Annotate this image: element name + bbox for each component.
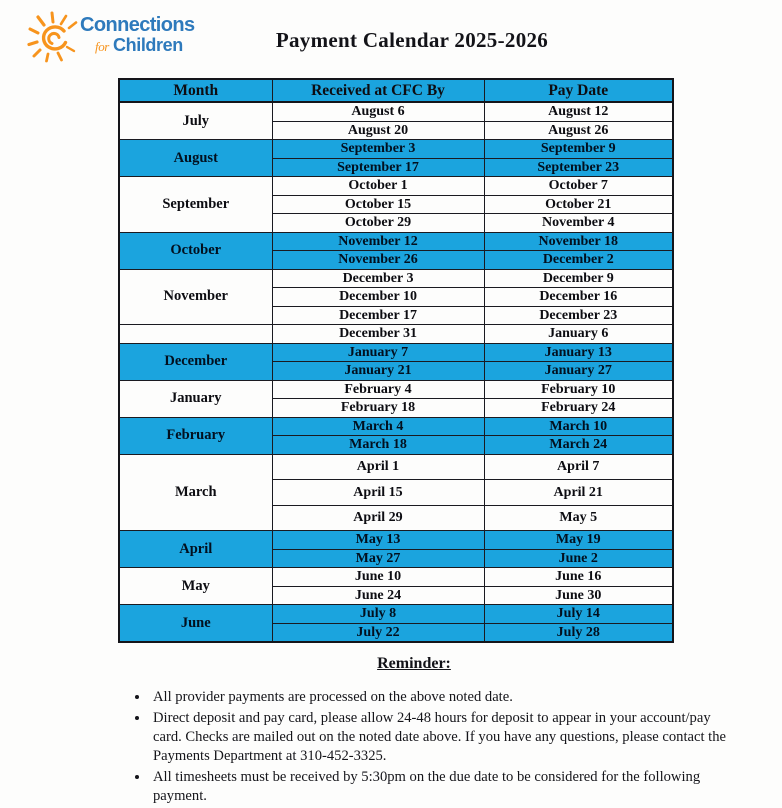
- table-row: [119, 568, 673, 587]
- month-cell: April: [119, 531, 272, 568]
- month-column-header: Month: [119, 79, 272, 102]
- table-header-row: [119, 79, 673, 102]
- month-cell: November: [119, 269, 272, 325]
- month-cell: December: [119, 343, 272, 380]
- table-row: [119, 531, 673, 550]
- reminder-item: • All timesheets must be received by 5:30pm on the due date to be considered for the following payment.: [150, 768, 726, 806]
- received-date-cell: July 22: [272, 623, 484, 642]
- received-date-cell: November 26: [272, 251, 484, 270]
- received-date-cell: February 4: [272, 380, 484, 399]
- logo-word-children: Children: [113, 35, 183, 55]
- pay-date-cell: December 9: [484, 269, 673, 288]
- reminder-item: • All provider payments are processed on the above noted date.: [150, 688, 726, 707]
- month-cell: [119, 325, 272, 344]
- received-date-cell: December 3: [272, 269, 484, 288]
- received-date-cell: June 24: [272, 586, 484, 605]
- received-date-cell: September 17: [272, 158, 484, 177]
- pay-date-cell: April 21: [484, 480, 673, 506]
- pay-date-cell: August 12: [484, 102, 673, 121]
- pay-date-cell: November 4: [484, 214, 673, 233]
- table-row: [119, 269, 673, 288]
- received-date-cell: March 18: [272, 436, 484, 455]
- received-date-cell: April 29: [272, 505, 484, 531]
- pay-date-cell: February 10: [484, 380, 673, 399]
- received-date-cell: December 17: [272, 306, 484, 325]
- received-column-header: Received at CFC By: [272, 79, 484, 102]
- pay-date-cell: December 16: [484, 288, 673, 307]
- received-date-cell: October 15: [272, 195, 484, 214]
- received-date-cell: July 8: [272, 605, 484, 624]
- reminder-list: [122, 688, 726, 808]
- table-row: [119, 417, 673, 436]
- reminder-item: • Direct deposit and pay card, please allow 24-48 hours for deposit to appear in your account/pay card. Checks are mailed out on the noted date above. If you have any questions, please contact the Payments Department at 310-452-3325.: [150, 709, 726, 766]
- table-row: [119, 454, 673, 480]
- table-row: [119, 232, 673, 251]
- logo-word-connections: Connections: [80, 14, 195, 36]
- page-title: Payment Calendar 2025-2026: [275, 28, 549, 52]
- received-date-cell: December 31: [272, 325, 484, 344]
- month-cell: January: [119, 380, 272, 417]
- month-cell: June: [119, 605, 272, 643]
- received-date-cell: January 21: [272, 362, 484, 381]
- pay-date-cell: October 7: [484, 177, 673, 196]
- pay-date-cell: July 28: [484, 623, 673, 642]
- received-date-cell: August 6: [272, 102, 484, 121]
- received-date-cell: January 7: [272, 343, 484, 362]
- received-date-cell: October 29: [272, 214, 484, 233]
- month-cell: February: [119, 417, 272, 454]
- received-date-cell: September 3: [272, 140, 484, 159]
- received-date-cell: March 4: [272, 417, 484, 436]
- month-cell: March: [119, 454, 272, 531]
- received-date-cell: April 15: [272, 480, 484, 506]
- table-row: [119, 140, 673, 159]
- pay-date-cell: September 9: [484, 140, 673, 159]
- pay-date-cell: December 2: [484, 251, 673, 270]
- pay-date-cell: August 26: [484, 121, 673, 140]
- reminder-heading: Reminder:: [377, 655, 451, 672]
- pay-date-cell: December 23: [484, 306, 673, 325]
- pay-date-cell: May 19: [484, 531, 673, 550]
- received-date-cell: May 27: [272, 549, 484, 568]
- received-date-cell: October 1: [272, 177, 484, 196]
- pay-date-cell: April 7: [484, 454, 673, 480]
- received-date-cell: February 18: [272, 399, 484, 418]
- table-row: [119, 605, 673, 624]
- pay-date-cell: March 24: [484, 436, 673, 455]
- table-row: [119, 177, 673, 196]
- logo-word-for: for: [95, 39, 109, 54]
- pay-date-cell: September 23: [484, 158, 673, 177]
- received-date-cell: June 10: [272, 568, 484, 587]
- payment-calendar-table: [118, 78, 674, 643]
- payment-table-body: [119, 102, 673, 642]
- pay-date-cell: January 13: [484, 343, 673, 362]
- table-row: [119, 102, 673, 121]
- month-cell: September: [119, 177, 272, 233]
- month-cell: May: [119, 568, 272, 605]
- pay-date-cell: June 16: [484, 568, 673, 587]
- pay-date-cell: November 18: [484, 232, 673, 251]
- pay-date-cell: October 21: [484, 195, 673, 214]
- pay-date-cell: June 2: [484, 549, 673, 568]
- table-row: [119, 380, 673, 399]
- received-date-cell: November 12: [272, 232, 484, 251]
- pay-date-cell: January 6: [484, 325, 673, 344]
- pay-date-cell: July 14: [484, 605, 673, 624]
- received-date-cell: May 13: [272, 531, 484, 550]
- received-date-cell: April 1: [272, 454, 484, 480]
- month-cell: July: [119, 102, 272, 140]
- pay-date-cell: February 24: [484, 399, 673, 418]
- table-row: [119, 343, 673, 362]
- pay-date-cell: March 10: [484, 417, 673, 436]
- month-cell: October: [119, 232, 272, 269]
- received-date-cell: August 20: [272, 121, 484, 140]
- month-cell: August: [119, 140, 272, 177]
- paydate-column-header: Pay Date: [484, 79, 673, 102]
- received-date-cell: December 10: [272, 288, 484, 307]
- pay-date-cell: June 30: [484, 586, 673, 605]
- table-row: [119, 325, 673, 344]
- pay-date-cell: May 5: [484, 505, 673, 531]
- pay-date-cell: January 27: [484, 362, 673, 381]
